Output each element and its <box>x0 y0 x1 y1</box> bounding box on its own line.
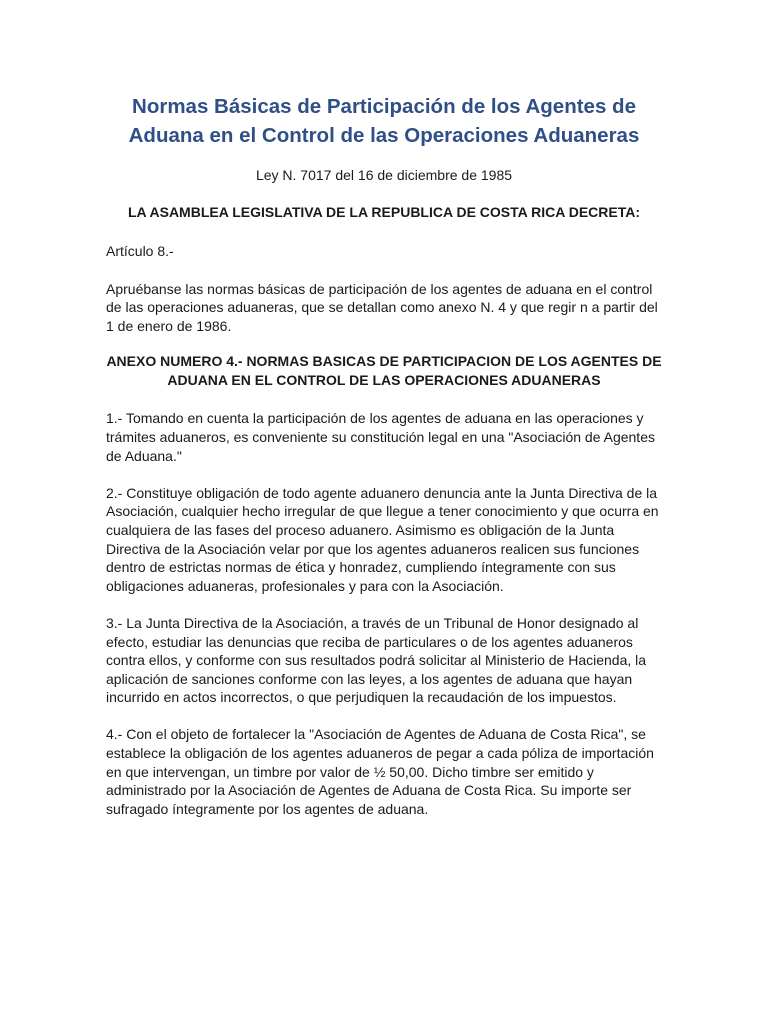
article-text: Apruébanse las normas básicas de participación de los agentes de aduana en el control de las operaciones aduaneras, que se detallan como anexo N. 4 y que regir n a partir del 1 de enero de 1986. <box>106 280 658 334</box>
paragraph-2: 2.- Constituye obligación de todo agente aduanero denuncia ante la Junta Directiva de la Asociación, cualquier hecho irregular de que llegue a tener conocimiento y que ocurra en cualquiera de las fases del proceso aduanero. Asimismo es obligación de la Junta Directiva de la Asociación velar por que los agentes aduaneros realicen sus funciones dentro de estrictas normas de ética y honradez, cumpliendo íntegramente con sus obligaciones aduaneras, profesionales y para con la Asociación. <box>106 484 659 594</box>
law-reference: Ley N. 7017 del 16 de diciembre de 1985 <box>255 167 513 183</box>
article-label: Artículo 8.- <box>106 243 174 259</box>
document-title: Normas Básicas de Participación de los Agentes de Aduana en el Control de las Operaciones Aduaneras <box>128 95 640 147</box>
annex-heading: ANEXO NUMERO 4.- NORMAS BASICAS DE PARTICIPACION DE LOS AGENTES DE ADUANA EN EL CONTROL DE LAS OPERACIONES ADUANERAS <box>106 353 662 389</box>
paragraph-4: 4.- Con el objeto de fortalecer la "Asociación de Agentes de Aduana de Costa Rica", se establece la obligación de los agentes aduaneros de pegar a cada póliza de importación en que intervengan, un timbre por valor de ½ 50,00. Dicho timbre ser emitido y administrado por la Asociación de Agentes de Aduana de Costa Rica. Su importe ser sufragado íntegramente por los agentes de aduana. <box>106 726 654 817</box>
paragraph-1: 1.- Tomando en cuenta la participación de los agentes de aduana en las operaciones y trámites aduaneros, es conveniente su constitución legal en una "Asociación de Agentes de Aduana." <box>106 410 655 464</box>
assembly-heading: LA ASAMBLEA LEGISLATIVA DE LA REPUBLICA DE COSTA RICA DECRETA: <box>127 204 641 220</box>
document-page <box>106 92 662 818</box>
paragraph-3: 3.- La Junta Directiva de la Asociación, a través de un Tribunal de Honor designado al efecto, estudiar las denuncias que reciba de particulares o de los agentes aduaneros contra ellos, y conforme con sus resultados podrá solicitar al Ministerio de Hacienda, la aplicación de sanciones conforme con las leyes, a los agentes de aduana que hayan incurrido en actos incorrectos, o que perjudiquen la recaudación de los impuestos. <box>106 614 647 706</box>
